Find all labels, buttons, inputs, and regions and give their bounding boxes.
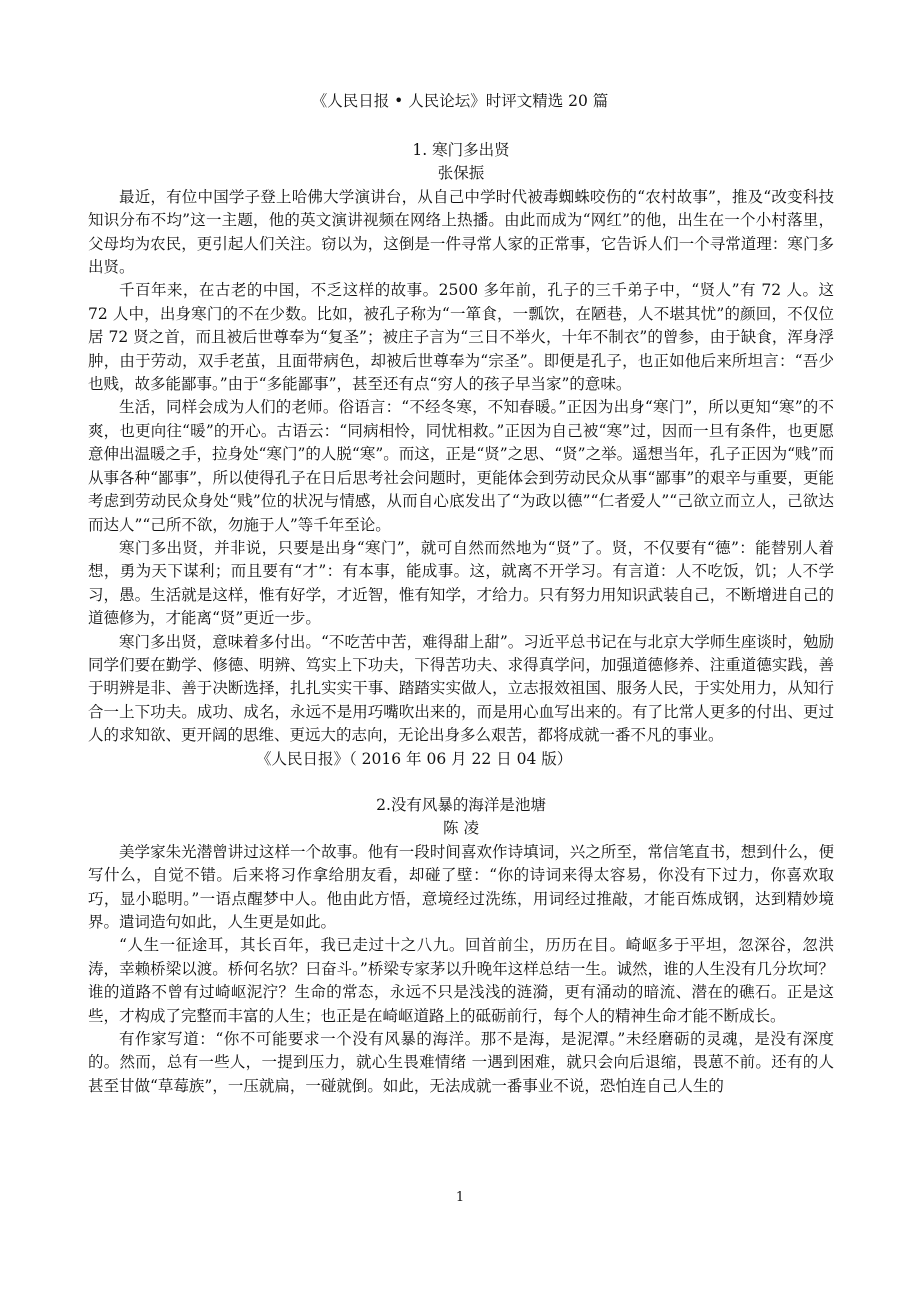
paragraph: 千百年来，在古老的中国，不乏这样的故事。2500 多年前，孔子的三千弟子中，“贤人”有 72 人。这 72 人中，出身寒门的不在少数。比如，被孔子称为“一箪食，一瓢饮，在陋巷，人不堪其忧”的颜回，不仅位居 72 贤之首，而且被后世尊奉为“复圣”；被庄子言为“三日不举火，十年不制衣”的曾参，由于缺食，浑身浮肿，由于劳动，双手老茧，且面带病色，却被后世尊奉为“宗圣”。即便是孔子，也正如他后来所坦言：“吾少也贱，故多能鄙事。”由于“多能鄙事”，甚至还有点“穷人的孩子早当家”的意味。 [88, 281, 834, 394]
paragraph: 最近，有位中国学子登上哈佛大学演讲台，从自己中学时代被毒蜘蛛咬伤的“农村故事”，推及“改变科技知识分布不均”这一主题，他的英文演讲视频在网络上热播。由此而成为“网红”的他，出生在一个小村落里，父母均为农民，更引起人们关注。窃以为，这倒是一件寻常人家的正常事，它告诉人们一个寻常道理：寒门多出贤。 [88, 187, 834, 277]
section-divider [88, 771, 834, 794]
paragraph: 有作家写道：“你不可能要求一个没有风暴的海洋。那不是海，是泥潭。”未经磨砺的灵魂，是没有深度的。然而，总有一些人，一提到压力，就心生畏难情绪 一遇到困难，就只会向后退缩，畏葸不前。还有的人甚至甘做“草莓族”，一压就扁，一碰就倒。如此，无法成就一番事业不说，恐怕连自己人生的 [88, 1030, 834, 1095]
article-source: 《人民日报》（ 2016 年 06 月 22 日 04 版） [256, 749, 573, 768]
document-title: 《人民日报 • 人民论坛》时评文精选 20 篇 [311, 92, 609, 110]
paragraph: 寒门多出贤，并非说，只要是出身“寒门”，就可自然而然地为“贤”了。贤，不仅要有“德”：能替别人着想，勇为天下谋利；而且要有“才”：有本事，能成事。这，就离不开学习。有言道：人不吃饭，饥；人不学习，愚。生活就是这样，惟有好学，才近智，惟有知学，才给力。只有努力用知识武装自己，不断增进自己的道德修为，才能离“贤”更近一步。 [88, 538, 834, 628]
paragraph: 生活，同样会成为人们的老师。俗语言：“不经冬寒，不知春暖。”正因为出身“寒门”，所以更知“寒”的不爽，也更向往“暖”的开心。古语云：“同病相怜，同忧相救。”正因为自己被“寒”过，因而一旦有条件，也更愿意伸出温暖之手，拉身处“寒门”的人脱“寒”。而这，正是“贤”之思、“贤”之举。遥想当年，孔子正因为“贱”而从事各种“鄙事”，所以使得孔子在日后思考社会问题时，更能体会到劳动民众从事“鄙事”的艰辛与重要，更能考虑到劳动民众身处“贱”位的状况与情感，从而自心底发出了“为政以德”“仁者爱人”“己欲立而立人，己欲达而达人”“己所不欲，勿施于人”等千年至论。 [88, 398, 834, 534]
article-author: 陈 凌 [443, 819, 479, 838]
document-body [88, 139, 834, 1098]
paragraph: 寒门多出贤，意味着多付出。“不吃苦中苦，难得甜上甜”。习近平总书记在与北京大学师生座谈时，勉励同学们要在勤学、修德、明辨、笃实上下功夫，下得苦功夫、求得真学问，加强道德修养、注重道德实践，善于明辨是非、善于决断选择，扎扎实实干事、踏踏实实做人，立志报效祖国、服务人民，于实处用力，从知行合一上下功夫。成功、成名，永远不是用巧嘴吹出来的，而是用心血写出来的。有了比常人更多的付出、更过人的求知欲、更开阔的思维、更远大的志向，无论出身多么艰苦，都将成就一番不凡的事业。 [88, 632, 834, 745]
page-number: 1 [455, 1190, 465, 1205]
paragraph: “人生一征途耳，其长百年，我已走过十之八九。回首前尘，历历在目。崎岖多于平坦，忽深谷，忽洪涛，幸赖桥梁以渡。桥何名欤？曰奋斗。”桥梁专家茅以升晚年这样总结一生。诚然，谁的人生没有几分坎坷？谁的道路不曾有过崎岖泥泞？生命的常态，永远不只是浅浅的涟漪，更有涌动的暗流、潜在的礁石。正是这些，才构成了完整而丰富的人生；也正是在崎岖道路上的砥砺前行，每个人的精神生命才能不断成长。 [88, 936, 834, 1025]
article-author: 张保振 [437, 164, 485, 183]
article [88, 139, 834, 771]
article-heading: 1. 寒门多出贤 [412, 141, 510, 159]
article-heading: 2.没有风暴的海洋是池塘 [376, 795, 546, 814]
article [88, 794, 834, 1098]
paragraph: 美学家朱光潜曾讲过这样一个故事。他有一段时间喜欢作诗填词，兴之所至，常信笔直书，想到什么，便写什么，自觉不错。后来将习作拿给朋友看，却碰了壁：“你的诗词来得太容易，你没有下过力，你喜欢取巧，显小聪明。”一语点醒梦中人。他由此方悟，意境经过洗练，用词经过推敲，才能百炼成钢，达到精妙境界。遣词造句如此，人生更是如此。 [88, 842, 834, 931]
